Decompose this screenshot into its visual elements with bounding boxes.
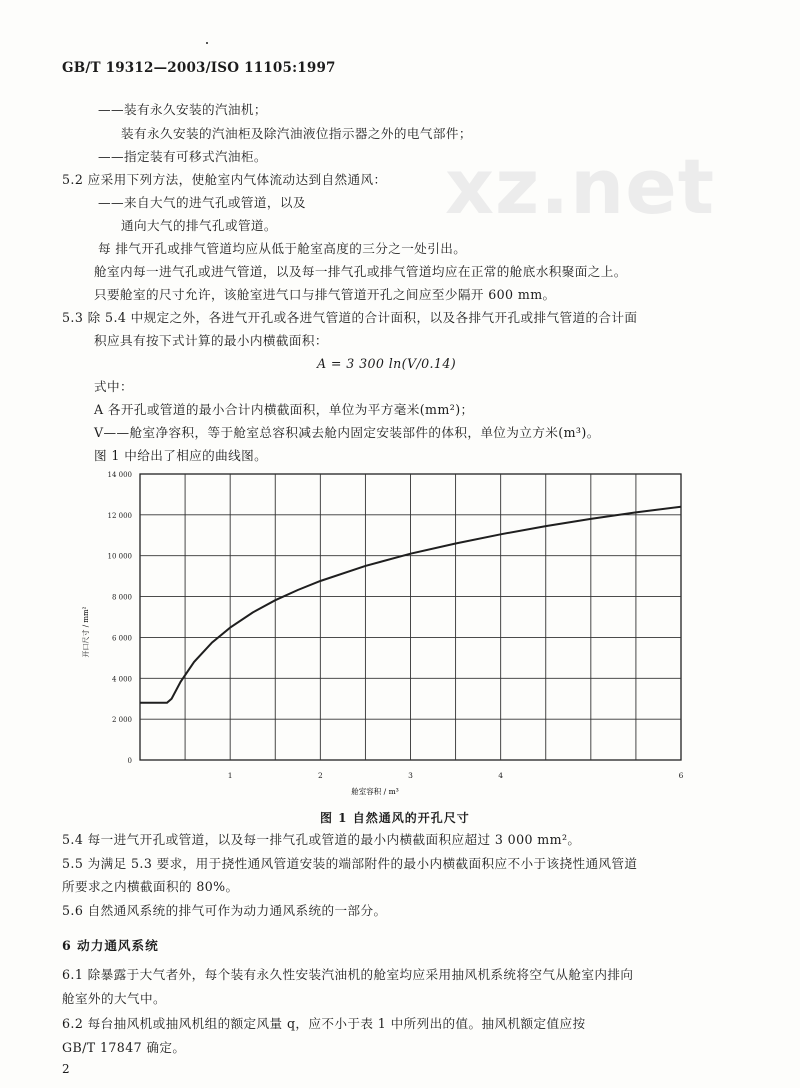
- text-line: ——指定装有可移式汽油柜。: [98, 149, 267, 164]
- section-6-heading: 6 动力通风系统: [62, 938, 159, 953]
- text-line: 舱室内每一进气孔或进气管道，以及每一排气孔或排气管道均应在正常的舱底水积聚面之上。: [94, 264, 627, 279]
- y-tick-label: 12 000: [107, 511, 132, 520]
- y-axis-label: 开口尺寸 / mm²: [82, 606, 90, 658]
- text-line: 舱室外的大气中。: [62, 991, 166, 1006]
- figure-caption: 图 1 自然通风的开孔尺寸: [320, 811, 470, 825]
- text-line: ——来自大气的进气孔或管道，以及: [98, 195, 306, 210]
- clause-5-2: 5.2 应采用下列方法，使舱室内气体流动达到自然通风：: [62, 172, 387, 187]
- x-tick-labels: [228, 771, 684, 780]
- x-tick-label: 1: [227, 771, 233, 780]
- text-line: 只要舱室的尺寸允许，该舱室进气口与排气管道开孔之间应至少隔开 600 mm。: [94, 287, 556, 302]
- clause-5-3: 5.3 除 5.4 中规定之外，各进气开孔或各进气管道的合计面积，以及各排气开孔或排气管道的合计面: [62, 310, 638, 325]
- text-line: A 各开孔或管道的最小合计内横截面积，单位为平方毫米(mm²)；: [94, 402, 474, 417]
- text-line: ——装有永久安装的汽油机；: [98, 102, 267, 117]
- y-tick-label: 14 000: [107, 471, 132, 479]
- clause-5-4: 5.4 每一进气开孔或管道，以及每一排气孔或管道的最小内横截面积应超过 3 000 mm²。: [62, 832, 581, 847]
- text-line: 每 排气开孔或排气管道均应从低于舱室高度的三分之一处引出。: [98, 241, 467, 256]
- text-line: 积应具有按下式计算的最小内横截面积：: [94, 333, 328, 348]
- clause-6-1: 6.1 除暴露于大气者外，每个装有永久性安装汽油机的舱室均应采用抽风机系统将空气从舱室内排向: [62, 967, 634, 982]
- y-tick-labels: [108, 471, 133, 765]
- clause-6-2: 6.2 每台抽风机或抽风机组的额定风量 q，应不小于表 1 中所列出的值。抽风机额定值应按: [62, 1016, 586, 1031]
- page-number: 2: [62, 1062, 70, 1076]
- x-tick-label: 2: [317, 771, 323, 780]
- x-tick-label: 6: [678, 771, 684, 780]
- scan-speck: [206, 42, 208, 44]
- text-line: GB/T 17847 确定。: [62, 1040, 186, 1055]
- y-tick-label: 6 000: [111, 634, 132, 643]
- y-tick-label: 8 000: [111, 593, 132, 602]
- standard-number-header: GB/T 19312—2003/ISO 11105:1997: [62, 60, 336, 76]
- text-line: 图 1 中给出了相应的曲线图。: [94, 448, 268, 463]
- x-axis-label: 舱室容积 / m³: [351, 787, 399, 796]
- text-line: 所要求之内横截面积的 80%。: [62, 879, 239, 894]
- clause-5-5: 5.5 为满足 5.3 要求，用于挠性通风管道安装的端部附件的最小内横截面积应不小于该挠性通风管道: [62, 856, 638, 871]
- x-tick-label: 3: [408, 771, 413, 780]
- y-tick-label: 10 000: [107, 552, 132, 561]
- y-tick-label: 2 000: [111, 716, 132, 725]
- text-line: V——舱室净容积，等于舱室总容积减去舱内固定安装部件的体积，单位为立方米(m³)。: [94, 425, 600, 440]
- watermark: xz.net: [445, 142, 716, 231]
- x-tick-label: 4: [498, 771, 504, 780]
- figure-1-chart: [60, 462, 700, 800]
- y-tick-label: 0: [127, 757, 132, 765]
- y-tick-label: 4 000: [111, 675, 132, 684]
- formula: A = 3 300 ln(V/0.14): [317, 356, 457, 371]
- text-line: 装有永久安装的汽油柜及除汽油液位指示器之外的电气部件；: [121, 126, 472, 141]
- clause-5-6: 5.6 自然通风系统的排气可作为动力通风系统的一部分。: [62, 903, 387, 918]
- text-line: 通向大气的排气孔或管道。: [121, 218, 277, 233]
- text-line: 式中：: [94, 379, 133, 394]
